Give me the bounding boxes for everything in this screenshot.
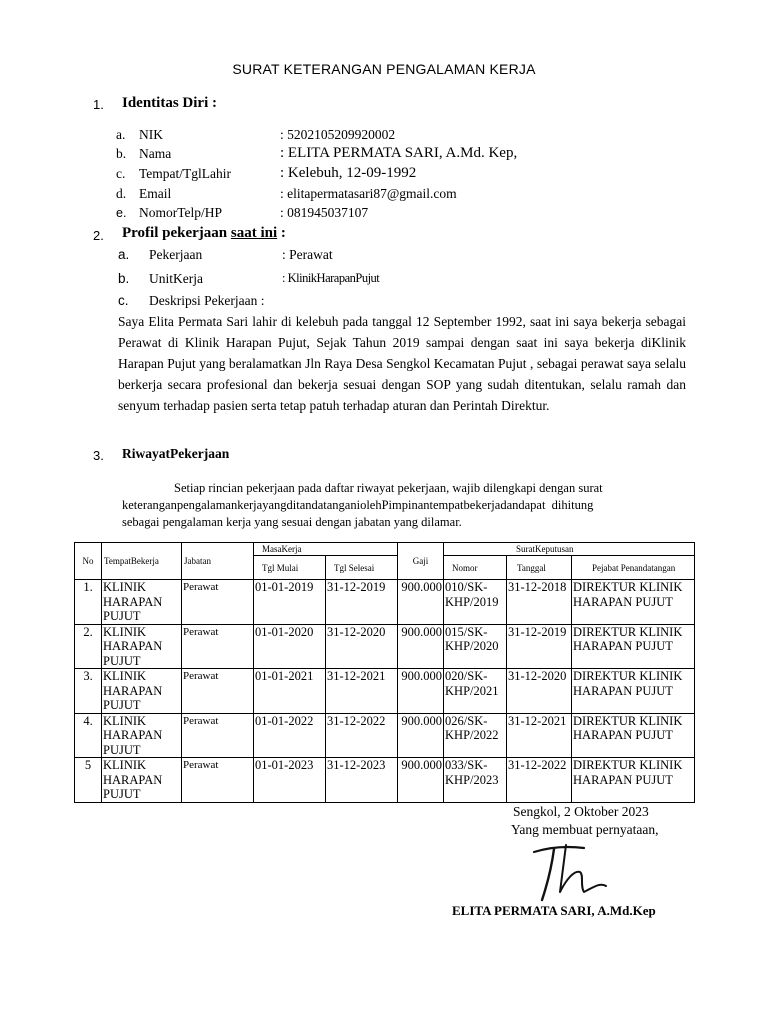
cell-jabatan: Perawat xyxy=(182,669,254,714)
signer-name: ELITA PERMATA SARI, A.Md.Kep xyxy=(452,903,656,918)
work-history-intro xyxy=(122,480,662,531)
table-row xyxy=(75,624,695,669)
cell-nomor: 015/SK-KHP/2020 xyxy=(444,624,507,669)
field-letter: e. xyxy=(116,206,127,220)
section1-heading: Identitas Diri : xyxy=(122,95,217,111)
header-tempat: TempatBekerja xyxy=(102,543,182,580)
field-value: : Perawat xyxy=(282,247,333,262)
cell-no: 1. xyxy=(75,580,102,625)
cell-tanggal: 31-12-2020 xyxy=(507,669,572,714)
cell-jabatan: Perawat xyxy=(182,713,254,758)
field-label: Pekerjaan xyxy=(149,247,203,262)
header-gaji: Gaji xyxy=(398,543,444,580)
cell-gaji: 900.000 xyxy=(398,758,444,803)
cell-no: 5 xyxy=(75,758,102,803)
field-value: : Kelebuh, 12-09-1992 xyxy=(280,165,417,181)
section2-heading-colon: : xyxy=(277,225,286,241)
cell-tempat: KLINIK HARAPAN PUJUT xyxy=(102,580,182,625)
cell-tgl-mulai: 01-01-2020 xyxy=(254,624,326,669)
field-label: Tempat/TglLahir xyxy=(139,166,232,181)
field-label: UnitKerja xyxy=(149,271,203,286)
header-no: No xyxy=(75,543,102,580)
header-tgl-mulai: Tgl Mulai xyxy=(254,556,326,580)
cell-gaji: 900.000 xyxy=(398,624,444,669)
field-value: : 081945037107 xyxy=(280,205,369,220)
cell-tgl-mulai: 01-01-2019 xyxy=(254,580,326,625)
table-row xyxy=(75,758,695,803)
section2-heading-text: Profil pekerjaan xyxy=(122,225,231,241)
section2-heading-underlined: saat ini xyxy=(230,225,278,241)
section3-heading: RiwayatPekerjaan xyxy=(122,446,230,461)
cell-jabatan: Perawat xyxy=(182,580,254,625)
cell-pejabat: DIREKTUR KLINIK HARAPAN PUJUT xyxy=(572,624,695,669)
cell-tanggal: 31-12-2022 xyxy=(507,758,572,803)
intro-line: sebagai pengalaman kerja yang sesuai dengan jabatan yang dilamar. xyxy=(122,515,462,529)
cell-nomor: 010/SK-KHP/2019 xyxy=(444,580,507,625)
section2-heading xyxy=(122,225,286,242)
field-letter: a. xyxy=(118,247,130,262)
place-and-date: Sengkol, 2 Oktober 2023 xyxy=(513,804,649,819)
cell-tgl-mulai: 01-01-2021 xyxy=(254,669,326,714)
cell-no: 3. xyxy=(75,669,102,714)
cell-tgl-mulai: 01-01-2023 xyxy=(254,758,326,803)
cell-nomor: 020/SK-KHP/2021 xyxy=(444,669,507,714)
cell-no: 2. xyxy=(75,624,102,669)
handwritten-signature xyxy=(528,842,618,904)
cell-tgl-selesai: 31-12-2023 xyxy=(326,758,398,803)
field-label: NIK xyxy=(139,127,163,142)
header-pejabat: Pejabat Penandatangan xyxy=(572,556,695,580)
field-letter: b. xyxy=(116,146,127,161)
cell-jabatan: Perawat xyxy=(182,758,254,803)
field-label: Email xyxy=(139,186,172,201)
intro-line: Setiap rincian pekerjaan pada daftar riwayat pekerjaan, wajib dilengkapi dengan surat xyxy=(174,481,603,495)
header-tanggal: Tanggal xyxy=(507,556,572,580)
field-label: Nama xyxy=(139,146,172,161)
cell-tempat: KLINIK HARAPAN PUJUT xyxy=(102,669,182,714)
field-value: : 5202105209920002 xyxy=(280,127,396,142)
cell-tempat: KLINIK HARAPAN PUJUT xyxy=(102,758,182,803)
cell-gaji: 900.000 xyxy=(398,580,444,625)
cell-tanggal: 31-12-2021 xyxy=(507,713,572,758)
cell-pejabat: DIREKTUR KLINIK HARAPAN PUJUT xyxy=(572,669,695,714)
field-letter: c. xyxy=(116,166,126,181)
cell-pejabat: DIREKTUR KLINIK HARAPAN PUJUT xyxy=(572,713,695,758)
header-jabatan: Jabatan xyxy=(182,543,254,580)
document-title: SURAT KETERANGAN PENGALAMAN KERJA xyxy=(232,61,536,77)
field-letter: c. xyxy=(118,293,129,308)
cell-pejabat: DIREKTUR KLINIK HARAPAN PUJUT xyxy=(572,758,695,803)
work-history-table xyxy=(74,542,695,803)
cell-tempat: KLINIK HARAPAN PUJUT xyxy=(102,624,182,669)
table-row xyxy=(75,713,695,758)
cell-gaji: 900.000 xyxy=(398,669,444,714)
section1-number: 1. xyxy=(93,97,104,112)
cell-tgl-selesai: 31-12-2020 xyxy=(326,624,398,669)
header-nomor: Nomor xyxy=(444,556,507,580)
cell-gaji: 900.000 xyxy=(398,713,444,758)
cell-pejabat: DIREKTUR KLINIK HARAPAN PUJUT xyxy=(572,580,695,625)
cell-tgl-selesai: 31-12-2019 xyxy=(326,580,398,625)
section3-number: 3. xyxy=(93,448,104,463)
header-masa-kerja: MasaKerja xyxy=(254,543,398,556)
field-letter: b. xyxy=(118,271,130,286)
cell-tgl-selesai: 31-12-2022 xyxy=(326,713,398,758)
section2-number: 2. xyxy=(93,228,104,243)
statement-line: Yang membuat pernyataan, xyxy=(511,822,659,837)
field-letter: d. xyxy=(116,186,127,201)
header-surat-keputusan: SuratKeputusan xyxy=(444,543,695,556)
field-value: : ELITA PERMATA SARI, A.Md. Kep, xyxy=(280,145,518,161)
header-tgl-selesai: Tgl Selesai xyxy=(326,556,398,580)
job-description: Saya Elita Permata Sari lahir di kelebuh pada tanggal 12 September 1992, saat ini saya bekerja sebagai Perawat di Klinik Harapan Pujut, Sejak Tahun 2019 sampai dengan saat ini saya bekerja diKlinik Harapan Pujut yang beralamatkan Jln Raya Desa Sengkol Kecamatan Pujut , sebagai perawat saya selalu berkerja secara profesional dan bekerja sesuai dengan SOP yang sudah ditentukan, selalu ramah dan senyum terhadap pasien serta tetap patuh terhadap aturan dan Perintah Direktur. xyxy=(118,314,686,413)
intro-line: keteranganpengalamankerjayangditandatanganiolehPimpinantempatbekerjadandapat dihitung xyxy=(122,498,594,512)
cell-tgl-mulai: 01-01-2022 xyxy=(254,713,326,758)
field-label: Deskripsi Pekerjaan : xyxy=(149,293,265,308)
cell-jabatan: Perawat xyxy=(182,624,254,669)
cell-nomor: 026/SK-KHP/2022 xyxy=(444,713,507,758)
field-letter: a. xyxy=(116,127,126,142)
cell-tempat: KLINIK HARAPAN PUJUT xyxy=(102,713,182,758)
field-value: : elitapermatasari87@gmail.com xyxy=(280,186,457,201)
cell-tgl-selesai: 31-12-2021 xyxy=(326,669,398,714)
table-row xyxy=(75,580,695,625)
cell-no: 4. xyxy=(75,713,102,758)
field-label: NomorTelp/HP xyxy=(139,205,223,220)
table-row xyxy=(75,669,695,714)
cell-nomor: 033/SK-KHP/2023 xyxy=(444,758,507,803)
cell-tanggal: 31-12-2019 xyxy=(507,624,572,669)
cell-tanggal: 31-12-2018 xyxy=(507,580,572,625)
field-value: : KlinikHarapanPujut xyxy=(282,271,380,285)
